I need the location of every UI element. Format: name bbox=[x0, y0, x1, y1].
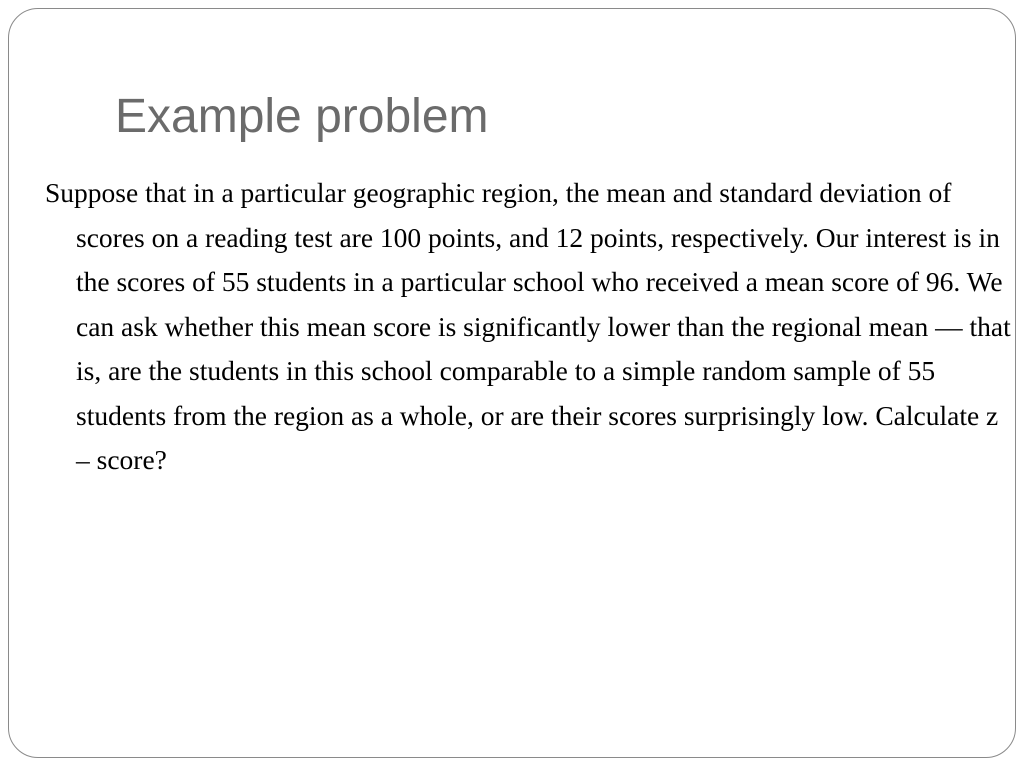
slide-frame bbox=[8, 8, 1016, 758]
slide-title: Example problem bbox=[115, 90, 489, 143]
problem-text: Suppose that in a particular geographic region, the mean and standard deviation of scores on a reading test are 100 points, and 12 points, respectively. Our interest is in the scores of 55 students in a particular school who received a mean score of 96. We can ask whether this mean score is significantly lower than the regional mean — that is, are the students in this school comparable to a simple random sample of 55 students from the region as a whole, or are their scores surprisingly low. Calculate z – score? bbox=[45, 177, 1011, 475]
